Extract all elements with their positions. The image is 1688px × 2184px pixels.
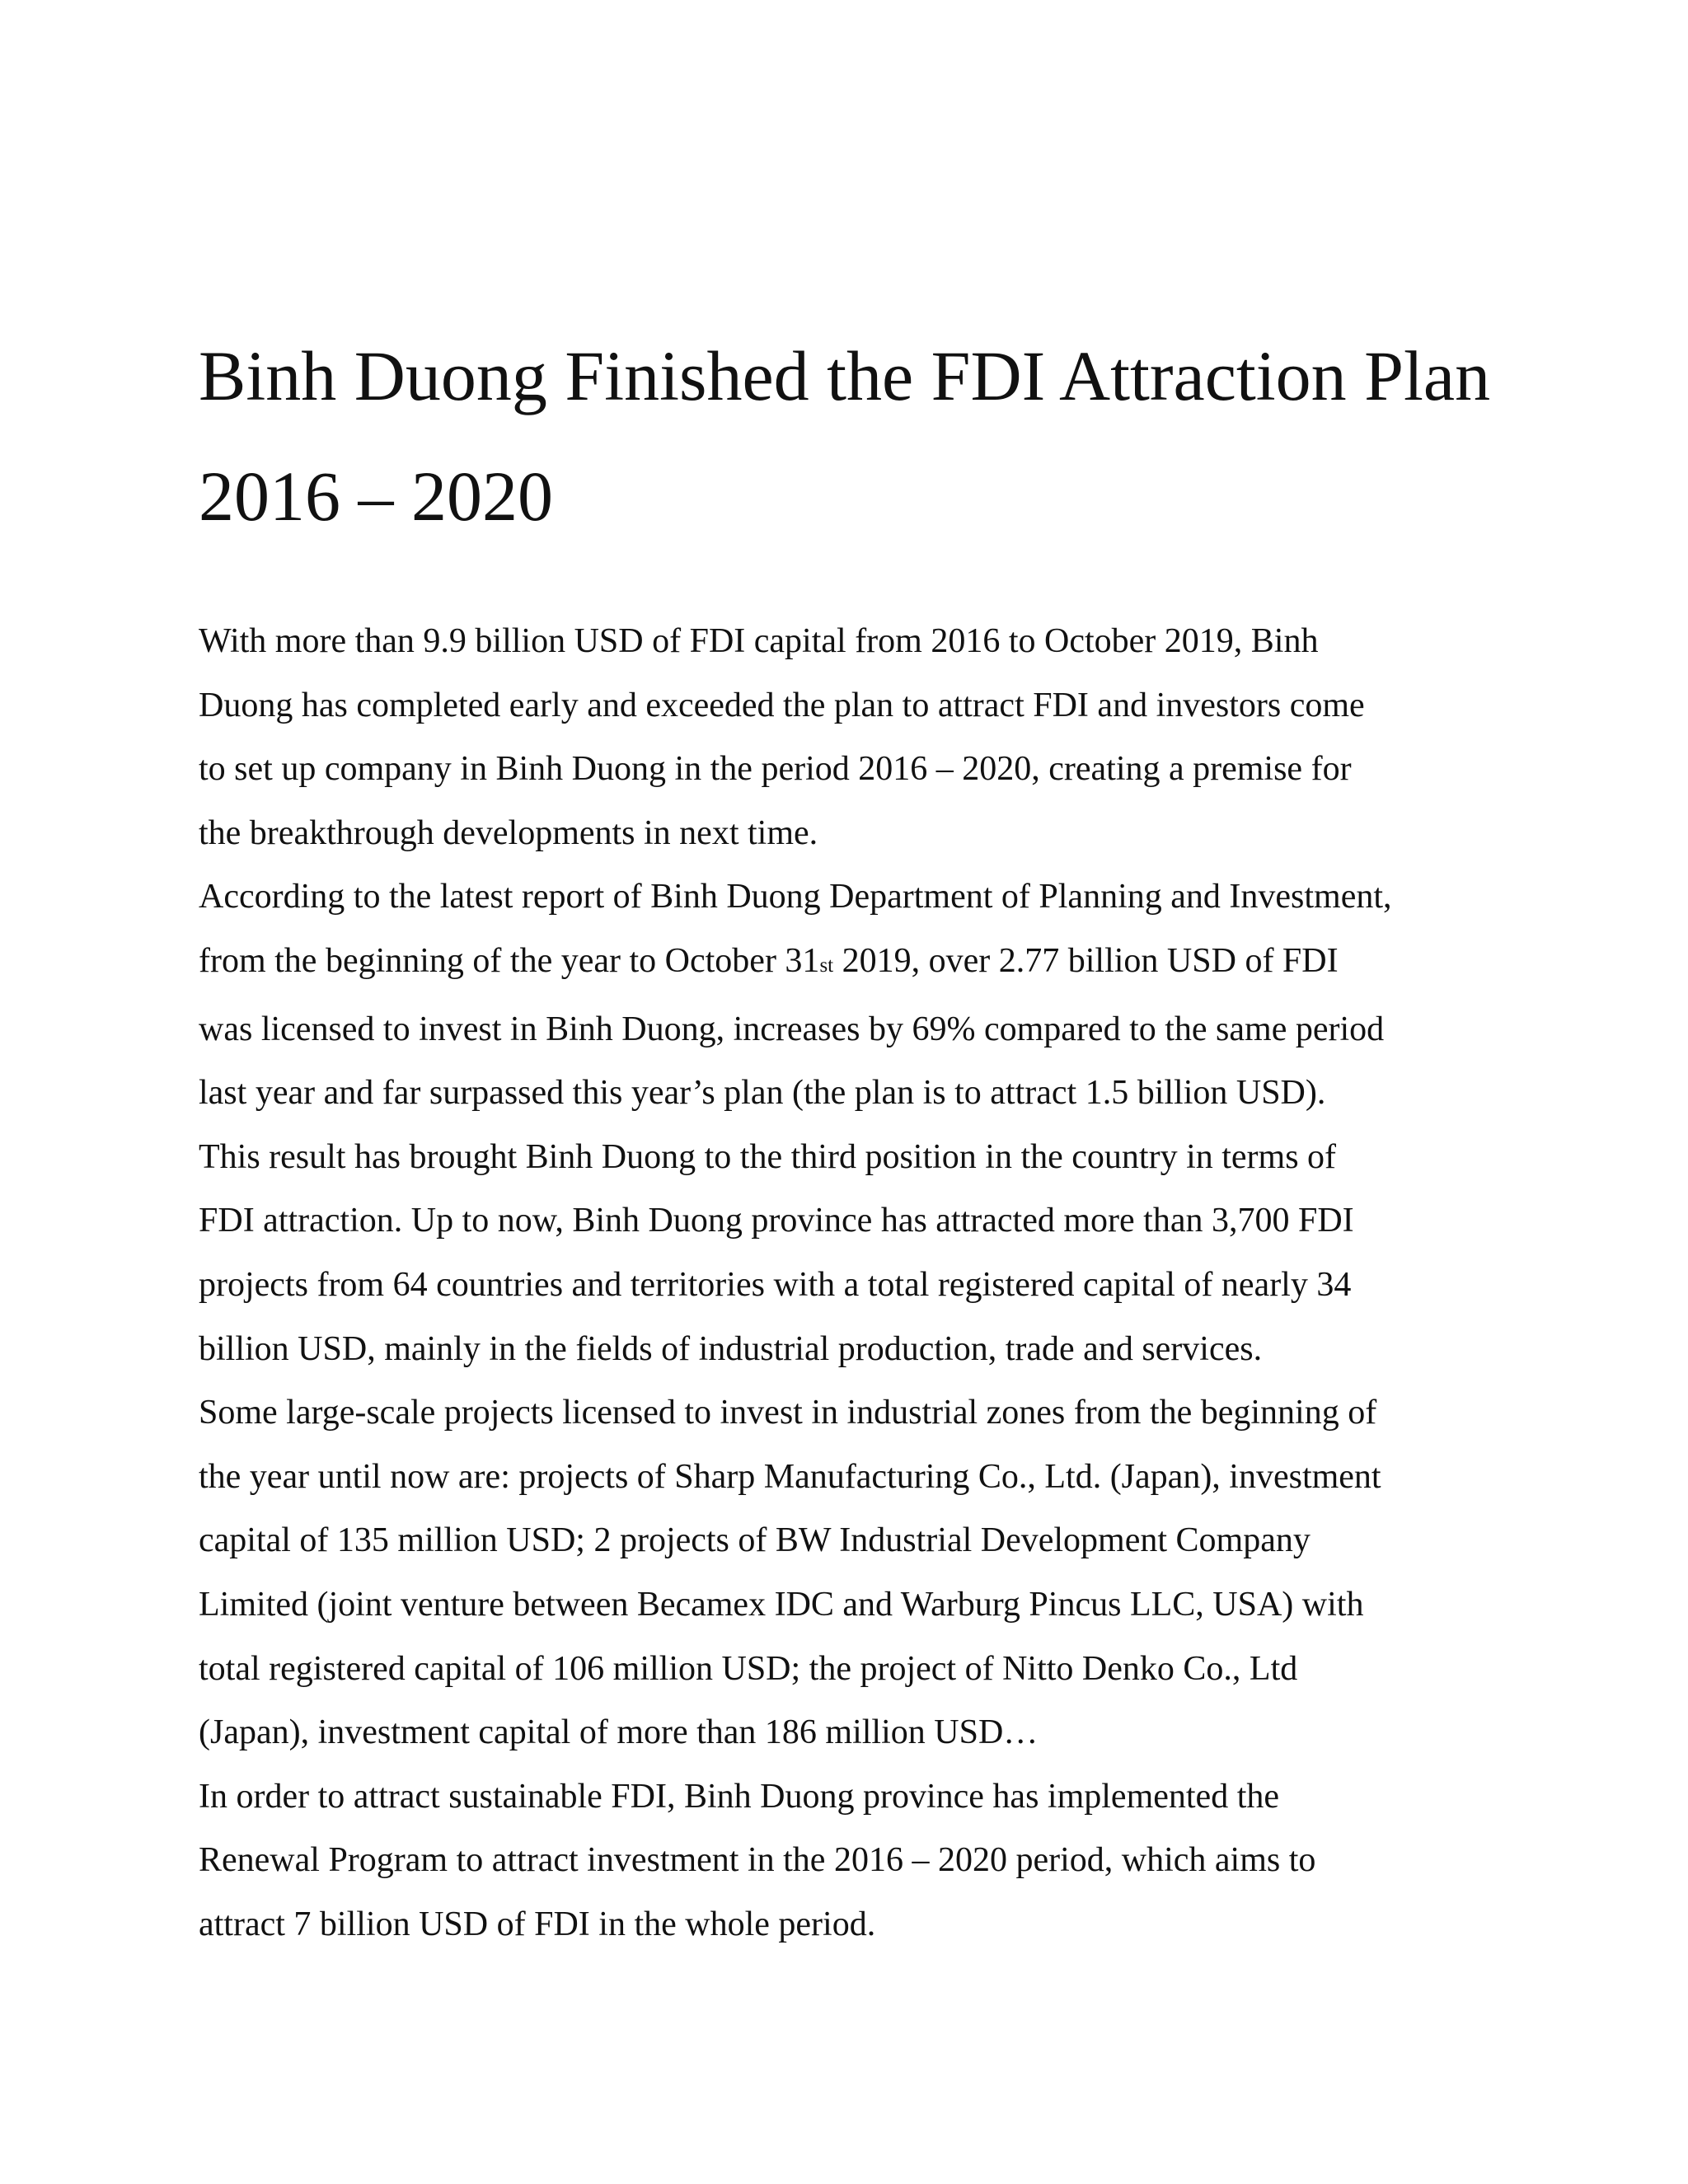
body-line: last year and far surpassed this year’s plan (the plan is to attract 1.5 billion USD). bbox=[199, 1074, 1326, 1113]
body-text: 2019, over 2.77 billion USD of FDI bbox=[833, 941, 1339, 980]
article-body bbox=[199, 610, 1534, 1957]
body-line: In order to attract sustainable FDI, Binh Duong province has implemented the bbox=[199, 1777, 1280, 1816]
page-title bbox=[199, 316, 1534, 556]
body-line: Some large-scale projects licensed to invest in industrial zones from the beginning of bbox=[199, 1394, 1377, 1432]
body-line: projects from 64 countries and territories with a total registered capital of nearly 34 bbox=[199, 1265, 1352, 1304]
title-line: Binh Duong Finished the FDI Attraction Plan bbox=[199, 336, 1491, 415]
body-line: FDI attraction. Up to now, Binh Duong province has attracted more than 3,700 FDI bbox=[199, 1202, 1354, 1240]
body-line: attract 7 billion USD of FDI in the whole period. bbox=[199, 1905, 876, 1943]
body-line: According to the latest report of Binh Duong Department of Planning and Investment, bbox=[199, 878, 1392, 916]
body-line: Limited (joint venture between Becamex IDC and Warburg Pincus LLC, USA) with bbox=[199, 1585, 1364, 1624]
ordinal-suffix: st bbox=[819, 954, 834, 977]
body-line: the year until now are: projects of Sharp Manufacturing Co., Ltd. (Japan), investment bbox=[199, 1457, 1381, 1496]
body-line: was licensed to invest in Binh Duong, increases by 69% compared to the same period bbox=[199, 1010, 1385, 1048]
body-line: the breakthrough developments in next time. bbox=[199, 813, 818, 852]
body-line: With more than 9.9 billion USD of FDI capital from 2016 to October 2019, Binh bbox=[199, 622, 1319, 660]
body-line: Duong has completed early and exceeded the plan to attract FDI and investors come bbox=[199, 686, 1365, 724]
body-line: capital of 135 million USD; 2 projects of BW Industrial Development Company bbox=[199, 1521, 1311, 1560]
body-line: This result has brought Binh Duong to the third position in the country in terms of bbox=[199, 1137, 1337, 1176]
body-line: Renewal Program to attract investment in the 2016 – 2020 period, which aims to bbox=[199, 1841, 1316, 1880]
body-line: (Japan), investment capital of more than 186 million USD… bbox=[199, 1713, 1039, 1752]
body-text: from the beginning of the year to October 31 bbox=[199, 941, 820, 980]
body-line: total registered capital of 106 million USD; the project of Nitto Denko Co., Ltd bbox=[199, 1649, 1298, 1688]
title-line: 2016 – 2020 bbox=[199, 457, 553, 536]
body-line: billion USD, mainly in the fields of industrial production, trade and services. bbox=[199, 1329, 1263, 1368]
body-line bbox=[199, 930, 1534, 998]
body-line: to set up company in Binh Duong in the period 2016 – 2020, creating a premise for bbox=[199, 750, 1352, 789]
